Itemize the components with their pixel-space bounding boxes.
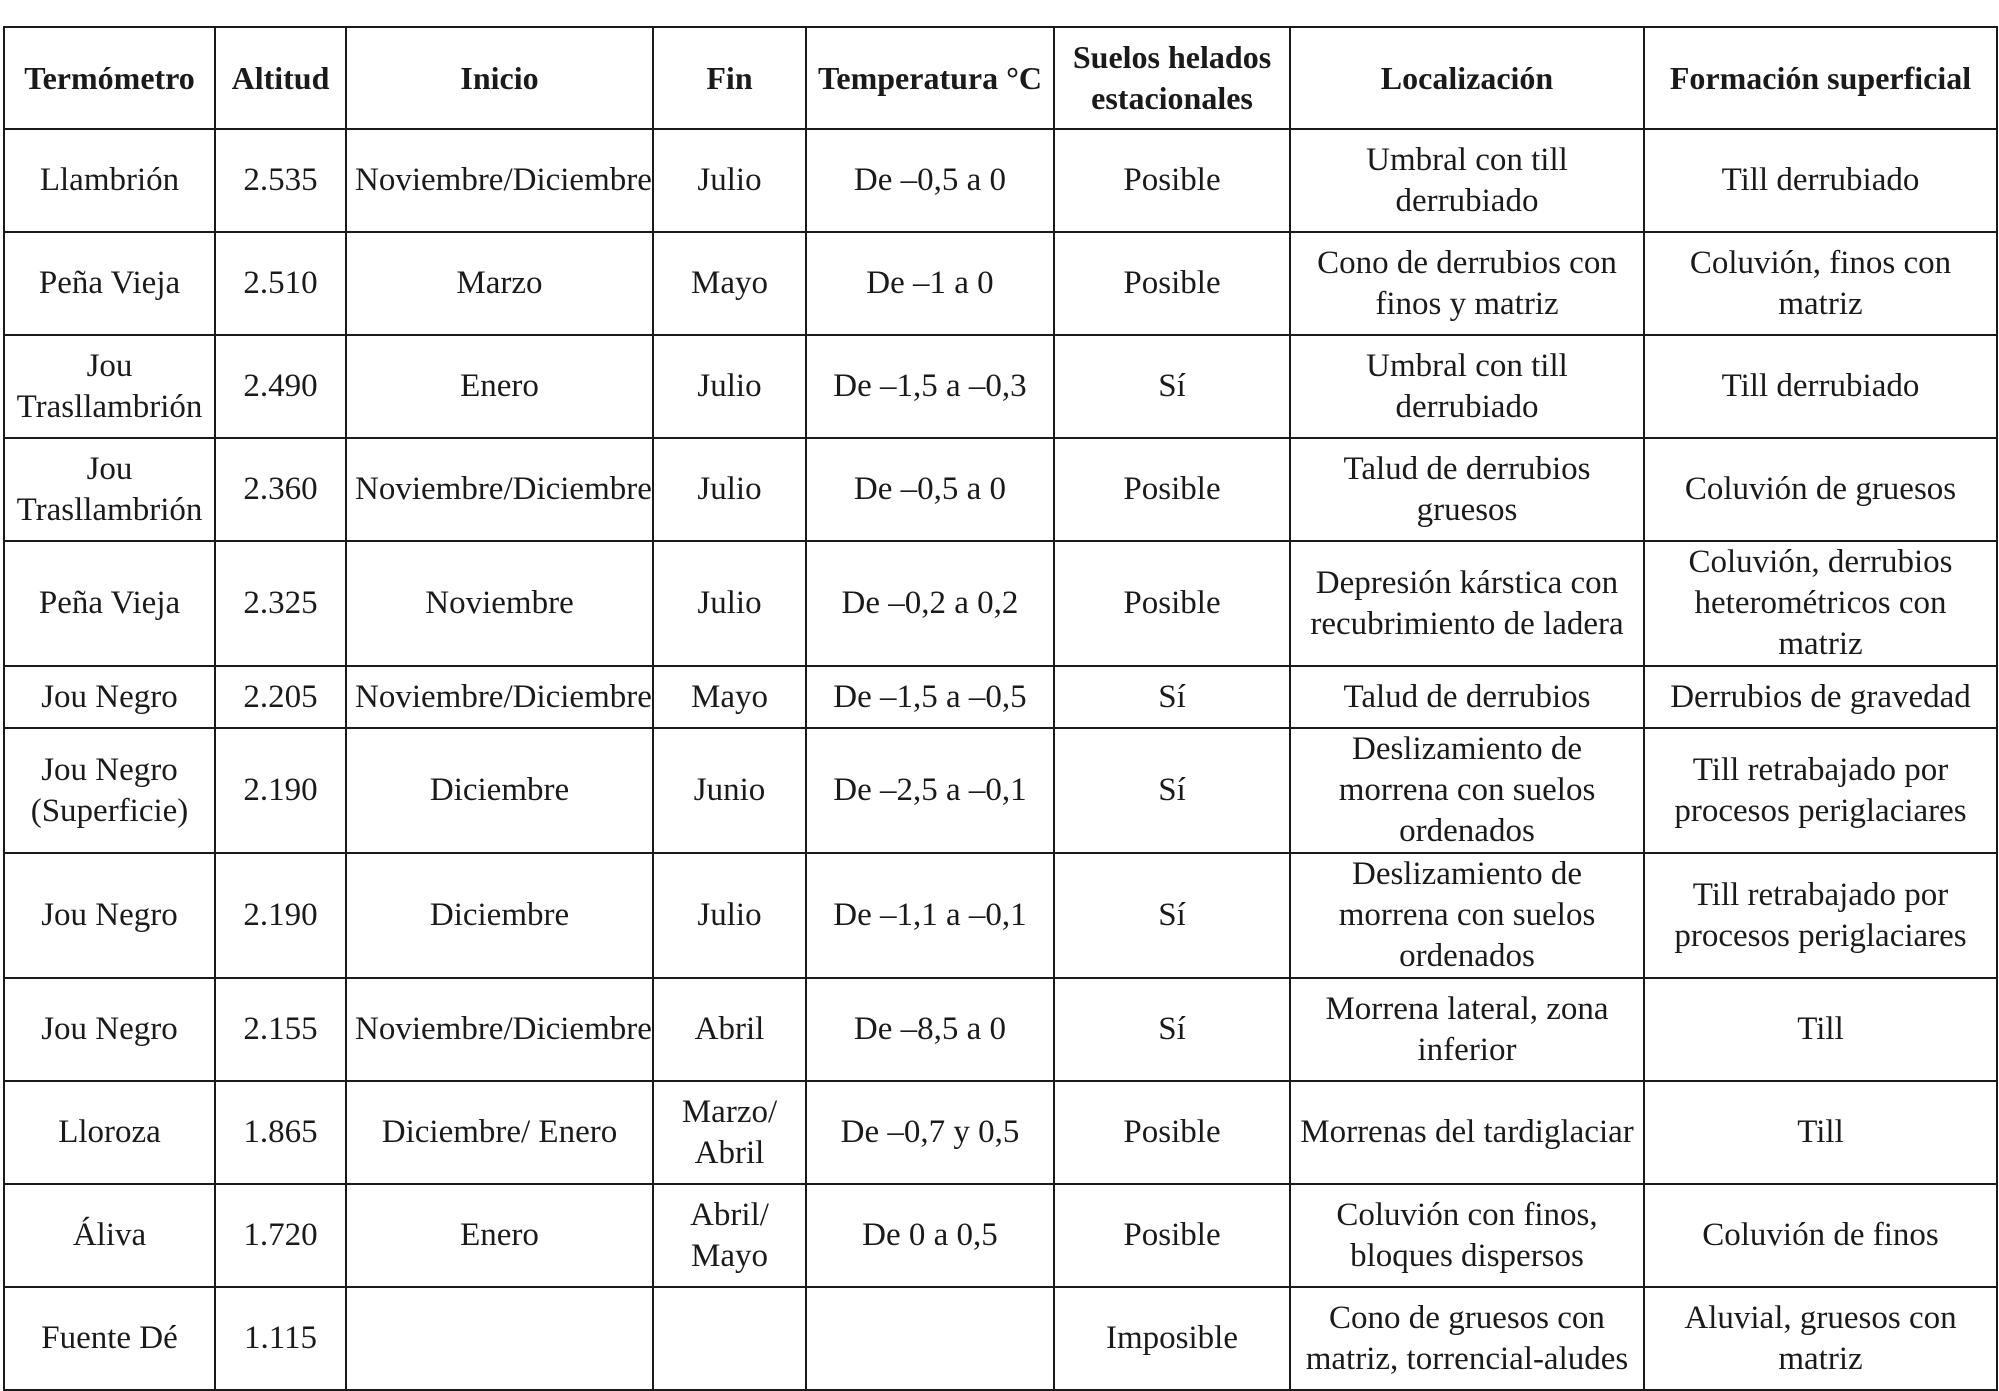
cell-suelos-helados: Posible	[1054, 1184, 1290, 1287]
table-row	[4, 728, 1997, 853]
cell-inicio: Noviembre/Diciembre	[346, 129, 653, 232]
cell-formacion-superficial: Coluvión de finos	[1644, 1184, 1997, 1287]
cell-inicio: Enero	[346, 335, 653, 438]
table-row	[4, 1081, 1997, 1184]
cell-localizacion: Deslizamiento de morrena con suelos ordenados	[1290, 853, 1644, 978]
cell-formacion-superficial: Coluvión, finos con matriz	[1644, 232, 1997, 335]
cell-temperatura: De –0,5 a 0	[806, 438, 1054, 541]
cell-localizacion: Depresión kárstica con recubrimiento de ladera	[1290, 541, 1644, 666]
cell-suelos-helados: Sí	[1054, 666, 1290, 728]
cell-altitud: 2.490	[215, 335, 346, 438]
header-formacion-superficial: Formación superficial	[1644, 27, 1997, 129]
permafrost-thermometer-table	[3, 26, 1998, 1391]
cell-temperatura: De 0 a 0,5	[806, 1184, 1054, 1287]
cell-suelos-helados: Posible	[1054, 438, 1290, 541]
cell-inicio: Noviembre/Diciembre	[346, 666, 653, 728]
cell-termometro: Peña Vieja	[4, 541, 215, 666]
cell-temperatura: De –0,5 a 0	[806, 129, 1054, 232]
table-row	[4, 666, 1997, 728]
cell-inicio: Marzo	[346, 232, 653, 335]
cell-temperatura: De –1,5 a –0,3	[806, 335, 1054, 438]
cell-inicio: Noviembre/Diciembre	[346, 438, 653, 541]
header-inicio: Inicio	[346, 27, 653, 129]
cell-fin: Julio	[653, 853, 806, 978]
cell-altitud: 2.155	[215, 978, 346, 1081]
cell-formacion-superficial: Till	[1644, 1081, 1997, 1184]
cell-termometro: Jou Trasllambrión	[4, 438, 215, 541]
cell-suelos-helados: Posible	[1054, 232, 1290, 335]
cell-temperatura: De –8,5 a 0	[806, 978, 1054, 1081]
cell-termometro: Llambrión	[4, 129, 215, 232]
cell-altitud: 2.360	[215, 438, 346, 541]
cell-inicio: Enero	[346, 1184, 653, 1287]
cell-formacion-superficial: Coluvión de gruesos	[1644, 438, 1997, 541]
cell-localizacion: Coluvión con finos, bloques dispersos	[1290, 1184, 1644, 1287]
cell-termometro: Peña Vieja	[4, 232, 215, 335]
cell-altitud: 2.205	[215, 666, 346, 728]
cell-altitud: 1.115	[215, 1287, 346, 1390]
table-row	[4, 232, 1997, 335]
header-temperatura: Temperatura °C	[806, 27, 1054, 129]
cell-fin: Marzo/ Abril	[653, 1081, 806, 1184]
cell-formacion-superficial: Coluvión, derrubios heterométricos con matriz	[1644, 541, 1997, 666]
cell-fin: Abril/ Mayo	[653, 1184, 806, 1287]
cell-localizacion: Talud de derrubios gruesos	[1290, 438, 1644, 541]
cell-termometro: Lloroza	[4, 1081, 215, 1184]
cell-altitud: 2.325	[215, 541, 346, 666]
cell-fin: Julio	[653, 335, 806, 438]
cell-inicio: Diciembre	[346, 728, 653, 853]
cell-fin	[653, 1287, 806, 1390]
cell-altitud: 1.865	[215, 1081, 346, 1184]
cell-inicio	[346, 1287, 653, 1390]
cell-fin: Julio	[653, 129, 806, 232]
table-row	[4, 978, 1997, 1081]
table-row	[4, 853, 1997, 978]
cell-suelos-helados: Sí	[1054, 728, 1290, 853]
cell-localizacion: Umbral con till derrubiado	[1290, 335, 1644, 438]
cell-formacion-superficial: Till retrabajado por procesos periglaciares	[1644, 853, 1997, 978]
cell-inicio: Diciembre/ Enero	[346, 1081, 653, 1184]
cell-temperatura: De –1,1 a –0,1	[806, 853, 1054, 978]
cell-formacion-superficial: Till derrubiado	[1644, 335, 1997, 438]
cell-localizacion: Morrenas del tardiglaciar	[1290, 1081, 1644, 1184]
cell-inicio: Diciembre	[346, 853, 653, 978]
cell-temperatura: De –0,7 y 0,5	[806, 1081, 1054, 1184]
cell-inicio: Noviembre	[346, 541, 653, 666]
cell-temperatura	[806, 1287, 1054, 1390]
cell-termometro: Jou Trasllambrión	[4, 335, 215, 438]
table-row	[4, 1184, 1997, 1287]
cell-suelos-helados: Posible	[1054, 129, 1290, 232]
cell-fin: Julio	[653, 541, 806, 666]
cell-fin: Mayo	[653, 232, 806, 335]
table-row	[4, 541, 1997, 666]
cell-formacion-superficial: Derrubios de gravedad	[1644, 666, 1997, 728]
header-fin: Fin	[653, 27, 806, 129]
cell-localizacion: Cono de derrubios con finos y matriz	[1290, 232, 1644, 335]
cell-inicio: Noviembre/Diciembre	[346, 978, 653, 1081]
cell-temperatura: De –0,2 a 0,2	[806, 541, 1054, 666]
cell-localizacion: Deslizamiento de morrena con suelos ordenados	[1290, 728, 1644, 853]
cell-suelos-helados: Posible	[1054, 1081, 1290, 1184]
cell-suelos-helados: Imposible	[1054, 1287, 1290, 1390]
cell-fin: Julio	[653, 438, 806, 541]
table-row	[4, 129, 1997, 232]
cell-termometro: Jou Negro (Superficie)	[4, 728, 215, 853]
data-table-container	[3, 26, 1996, 1391]
cell-termometro: Jou Negro	[4, 978, 215, 1081]
cell-formacion-superficial: Till derrubiado	[1644, 129, 1997, 232]
cell-temperatura: De –2,5 a –0,1	[806, 728, 1054, 853]
cell-temperatura: De –1 a 0	[806, 232, 1054, 335]
cell-altitud: 2.535	[215, 129, 346, 232]
cell-localizacion: Umbral con till derrubiado	[1290, 129, 1644, 232]
cell-suelos-helados: Sí	[1054, 978, 1290, 1081]
cell-formacion-superficial: Aluvial, gruesos con matriz	[1644, 1287, 1997, 1390]
table-row	[4, 1287, 1997, 1390]
cell-altitud: 2.510	[215, 232, 346, 335]
header-altitud: Altitud	[215, 27, 346, 129]
cell-fin: Abril	[653, 978, 806, 1081]
cell-suelos-helados: Posible	[1054, 541, 1290, 666]
table-row	[4, 335, 1997, 438]
header-row	[4, 27, 1997, 129]
cell-suelos-helados: Sí	[1054, 335, 1290, 438]
cell-altitud: 1.720	[215, 1184, 346, 1287]
header-suelos-helados: Suelos helados estacionales	[1054, 27, 1290, 129]
cell-fin: Junio	[653, 728, 806, 853]
cell-fin: Mayo	[653, 666, 806, 728]
cell-altitud: 2.190	[215, 728, 346, 853]
cell-termometro: Jou Negro	[4, 853, 215, 978]
cell-suelos-helados: Sí	[1054, 853, 1290, 978]
cell-termometro: Áliva	[4, 1184, 215, 1287]
cell-localizacion: Morrena lateral, zona inferior	[1290, 978, 1644, 1081]
cell-formacion-superficial: Till	[1644, 978, 1997, 1081]
cell-termometro: Fuente Dé	[4, 1287, 215, 1390]
cell-localizacion: Cono de gruesos con matriz, torrencial-aludes	[1290, 1287, 1644, 1390]
cell-formacion-superficial: Till retrabajado por procesos periglaciares	[1644, 728, 1997, 853]
cell-temperatura: De –1,5 a –0,5	[806, 666, 1054, 728]
table-row	[4, 438, 1997, 541]
cell-altitud: 2.190	[215, 853, 346, 978]
cell-termometro: Jou Negro	[4, 666, 215, 728]
header-termometro: Termómetro	[4, 27, 215, 129]
cell-localizacion: Talud de derrubios	[1290, 666, 1644, 728]
header-localizacion: Localización	[1290, 27, 1644, 129]
